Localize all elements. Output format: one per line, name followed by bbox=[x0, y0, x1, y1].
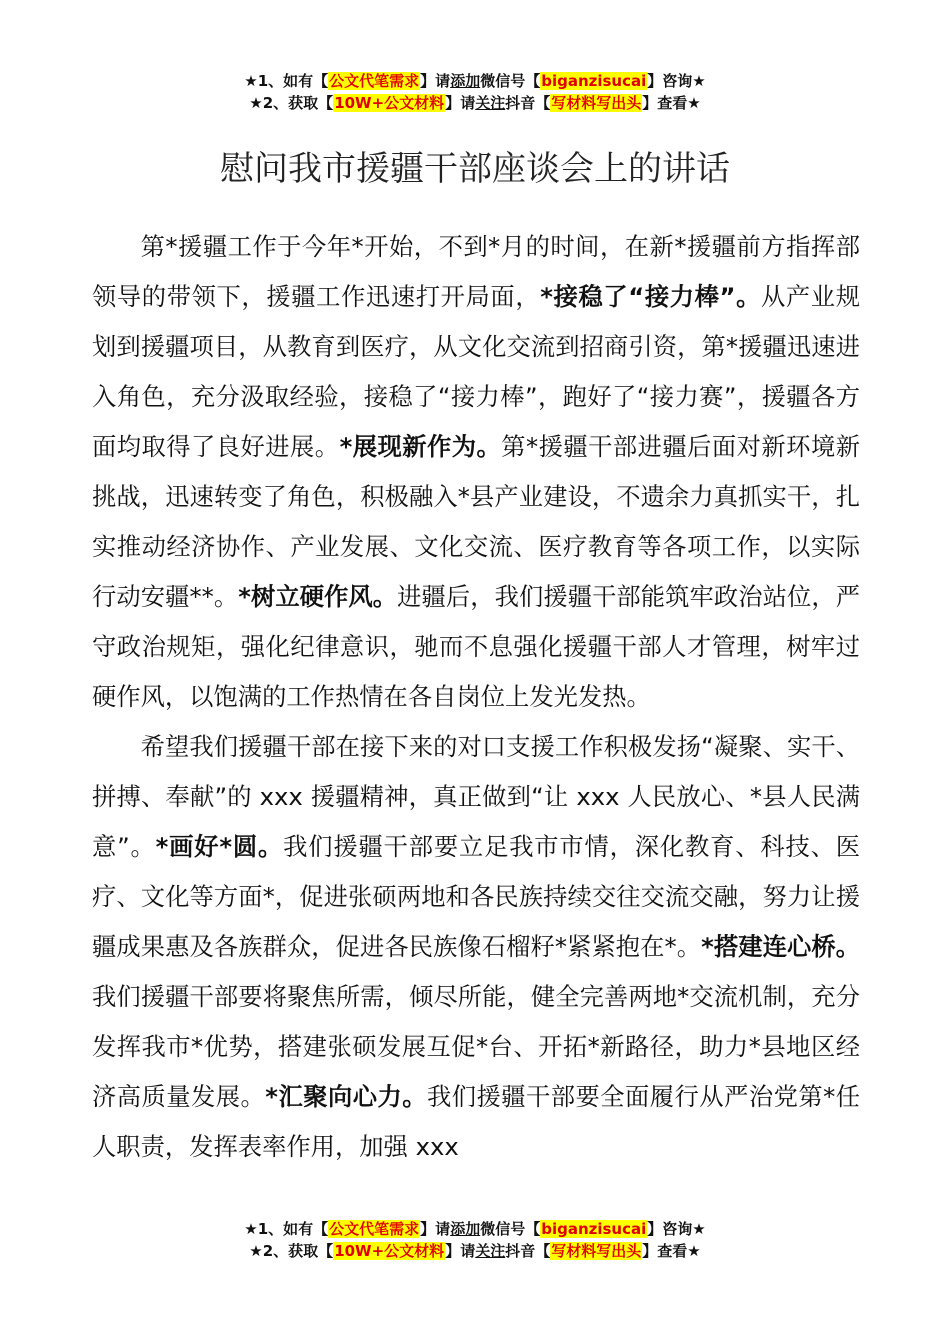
paragraph-bold-heading: *搭建连心桥。 bbox=[701, 932, 860, 961]
banner-text: 】查看★ bbox=[642, 1242, 701, 1260]
banner-highlight: 写材料写出头 bbox=[551, 94, 642, 112]
paragraph bbox=[92, 222, 860, 722]
banner-text: 】请 bbox=[445, 1242, 476, 1260]
banner-highlight: 写材料写出头 bbox=[551, 1242, 642, 1260]
paragraph bbox=[92, 722, 860, 1172]
banner-highlight: biganzisucai bbox=[541, 1220, 647, 1238]
banner-text: 】咨询★ bbox=[647, 72, 706, 90]
banner-line-2 bbox=[0, 92, 950, 114]
banner-text: 添加 bbox=[450, 72, 481, 90]
banner-highlight: 10W+公文材料 bbox=[334, 94, 445, 112]
banner-text: 】请 bbox=[445, 94, 476, 112]
banner-text: 】查看★ bbox=[642, 94, 701, 112]
banner-text: ★2、获取【 bbox=[249, 94, 334, 112]
paragraph-bold-heading: *接稳了“接力棒”。 bbox=[540, 282, 761, 311]
banner-text: 微信号【 bbox=[480, 1220, 541, 1238]
footer-banner bbox=[0, 1218, 950, 1262]
banner-text: ★2、获取【 bbox=[249, 1242, 334, 1260]
banner-text: 抖音【 bbox=[505, 1242, 551, 1260]
paragraph-text: 希望我们援疆干部在接下来的对口支援工作积极发扬“凝聚、实干、拼搏、奉献”的 xxx 援疆精神，真正做到“让 xxx 人民放心、*县人民满意”。 bbox=[92, 732, 860, 861]
banner-text: 】请 bbox=[420, 1220, 451, 1238]
paragraph-text: 第*援疆干部进疆后面对新环境新挑战，迅速转变了角色，积极融入*县产业建设，不遗余力真抓实干，扎实推动经济协作、产业发展、文化交流、医疗教育等各项工作，以实际行动安疆**。 bbox=[92, 432, 860, 611]
banner-text: 添加 bbox=[450, 1220, 481, 1238]
banner-text: 】请 bbox=[420, 72, 451, 90]
banner-text: 】咨询★ bbox=[647, 1220, 706, 1238]
paragraph-text: 第*援疆工作于今年*开始，不到*月的时间，在新*援疆前方指挥部领导的带领下，援疆工作迅速打开局面， bbox=[92, 232, 860, 311]
banner-line-2 bbox=[0, 1240, 950, 1262]
paragraph-text: 我们援疆干部要将聚焦所需，倾尽所能，健全完善两地*交流机制，充分发挥我市*优势，搭建张硕发展互促*台、开拓*新路径，助力*县地区经济高质量发展。 bbox=[92, 982, 860, 1111]
paragraph-text: 我们援疆干部要全面履行从严治党第*任人职责，发挥表率作用，加强 xxx bbox=[92, 1082, 860, 1161]
banner-line-1 bbox=[0, 1218, 950, 1240]
paragraph-text: 从产业规划到援疆项目，从教育到医疗，从文化交流到招商引资，第*援疆迅速进入角色，充分汲取经验，接稳了“接力棒”，跑好了“接力赛”，援疆各方面均取得了良好进展。 bbox=[92, 282, 861, 461]
header-banner bbox=[0, 70, 950, 114]
banner-text: ★1、如有【 bbox=[244, 72, 329, 90]
banner-text: 抖音【 bbox=[505, 94, 551, 112]
banner-highlight: 公文代笔需求 bbox=[329, 72, 420, 90]
banner-text: 关注 bbox=[475, 1242, 506, 1260]
document-body bbox=[92, 222, 860, 1172]
paragraph-text: 进疆后，我们援疆干部能筑牢政治站位，严守政治规矩，强化纪律意识，驰而不息强化援疆干部人才管理，树牢过硬作风，以饱满的工作热情在各自岗位上发光发热。 bbox=[92, 582, 861, 711]
banner-text: 关注 bbox=[475, 94, 506, 112]
paragraph-text: 我们援疆干部要立足我市市情，深化教育、科技、医疗、文化等方面*，促进张硕两地和各民族持续交往交流交融，努力让援疆成果惠及各族群众，促进各民族像石榴籽*紧紧抱在*。 bbox=[92, 832, 860, 961]
banner-text: 微信号【 bbox=[480, 72, 541, 90]
banner-highlight: 公文代笔需求 bbox=[329, 1220, 420, 1238]
paragraph-bold-heading: *汇聚向心力。 bbox=[265, 1082, 427, 1111]
banner-line-1 bbox=[0, 70, 950, 92]
document-title: 慰问我市援疆干部座谈会上的讲话 bbox=[220, 148, 730, 189]
banner-highlight: biganzisucai bbox=[541, 72, 647, 90]
banner-highlight: 10W+公文材料 bbox=[334, 1242, 445, 1260]
paragraph-bold-heading: *画好*圆。 bbox=[155, 832, 284, 861]
banner-text: ★1、如有【 bbox=[244, 1220, 329, 1238]
paragraph-bold-heading: *树立硬作风。 bbox=[238, 582, 398, 611]
paragraph-bold-heading: *展现新作为。 bbox=[339, 432, 502, 461]
